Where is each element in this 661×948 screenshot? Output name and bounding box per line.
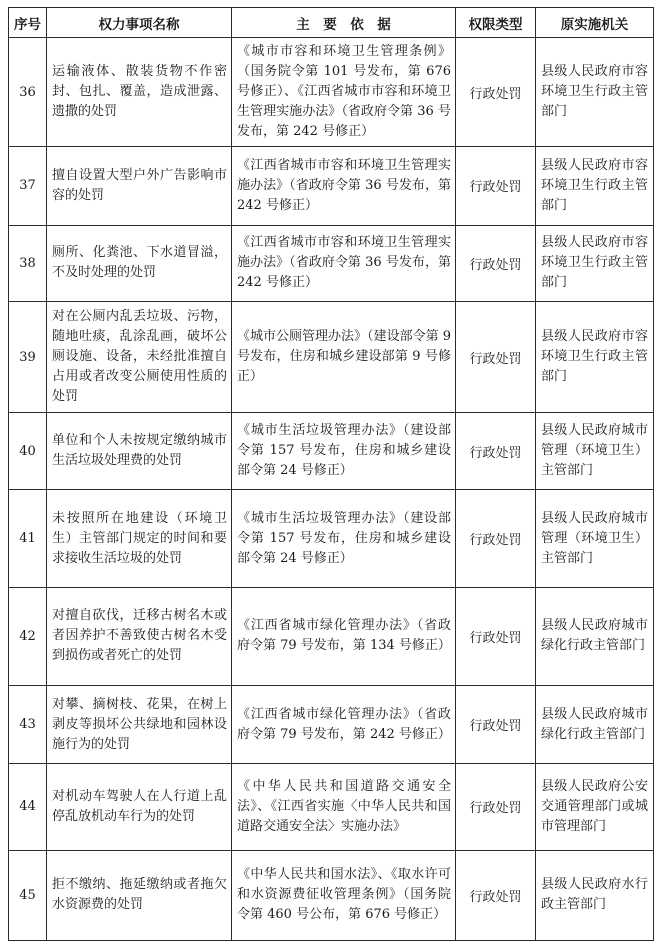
row-original-agency: 县级人民政府城市管理（环境卫生）主管部门 [536, 490, 654, 587]
row-item-name: 对在公厕内乱丢垃圾、污物，随地吐痰，乱涂乱画，破坏公厕设施、设备，未经批准擅自占用或者改变公厕使用性质的处罚 [47, 301, 232, 412]
table-row [9, 686, 654, 764]
row-legal-basis: 《江西省城市绿化管理办法》（省政府令第 79 号发布，第 134 号修正） [232, 587, 456, 685]
row-legal-basis: 《城市公厕管理办法》（建设部令第 9 号发布，住房和城乡建设部第 9 号修正） [232, 301, 456, 412]
row-item-name: 对机动车驾驶人在人行道上乱停乱放机动车行为的处罚 [47, 764, 232, 850]
table-row [9, 301, 654, 412]
header-authority-type: 权限类型 [456, 8, 536, 38]
row-original-agency: 县级人民政府市容环境卫生行政主管部门 [536, 147, 654, 225]
row-original-agency: 县级人民政府市容环境卫生行政主管部门 [536, 225, 654, 301]
power-items-table [8, 7, 654, 941]
row-serial-number: 45 [9, 850, 47, 940]
table-row [9, 850, 654, 940]
row-original-agency: 县级人民政府公安交通管理部门或城市管理部门 [536, 764, 654, 850]
row-authority-type: 行政处罚 [456, 686, 536, 764]
row-authority-type: 行政处罚 [456, 38, 536, 147]
row-authority-type: 行政处罚 [456, 587, 536, 685]
row-authority-type: 行政处罚 [456, 225, 536, 301]
row-authority-type: 行政处罚 [456, 490, 536, 587]
row-item-name: 对擅自砍伐，迁移古树名木或者因养护不善致使古树名木受到损伤或者死亡的处罚 [47, 587, 232, 685]
row-item-name: 单位和个人未按规定缴纳城市生活垃圾处理费的处罚 [47, 413, 232, 490]
row-original-agency: 县级人民政府市容环境卫生行政主管部门 [536, 301, 654, 412]
row-authority-type: 行政处罚 [456, 850, 536, 940]
row-serial-number: 38 [9, 225, 47, 301]
table-row [9, 147, 654, 225]
row-serial-number: 36 [9, 38, 47, 147]
row-serial-number: 37 [9, 147, 47, 225]
table-row [9, 225, 654, 301]
header-legal-basis: 主 要 依 据 [232, 8, 456, 38]
row-original-agency: 县级人民政府城市管理（环境卫生）主管部门 [536, 413, 654, 490]
row-authority-type: 行政处罚 [456, 764, 536, 850]
row-legal-basis: 《城市生活垃圾管理办法》（建设部令第 157 号发布，住房和城乡建设部令第 24 号修正） [232, 413, 456, 490]
header-original-agency: 原实施机关 [536, 8, 654, 38]
row-serial-number: 39 [9, 301, 47, 412]
row-serial-number: 44 [9, 764, 47, 850]
row-item-name: 厕所、化粪池、下水道冒溢，不及时处理的处罚 [47, 225, 232, 301]
row-serial-number: 42 [9, 587, 47, 685]
row-serial-number: 41 [9, 490, 47, 587]
row-item-name: 拒不缴纳、拖延缴纳或者拖欠水资源费的处罚 [47, 850, 232, 940]
table-row [9, 587, 654, 685]
row-authority-type: 行政处罚 [456, 301, 536, 412]
row-item-name: 对攀、摘树枝、花果，在树上剥皮等损坏公共绿地和园林设施行为的处罚 [47, 686, 232, 764]
table-row [9, 38, 654, 147]
row-authority-type: 行政处罚 [456, 147, 536, 225]
table-row [9, 413, 654, 490]
row-serial-number: 43 [9, 686, 47, 764]
header-row [9, 8, 654, 38]
row-original-agency: 县级人民政府市容环境卫生行政主管部门 [536, 38, 654, 147]
row-legal-basis: 《中华人民共和国水法》、《取水许可和水资源费征收管理条例》（国务院令第 460 号公布，第 676 号修正） [232, 850, 456, 940]
row-item-name: 未按照所在地建设（环境卫生）主管部门规定的时间和要求接收生活垃圾的处罚 [47, 490, 232, 587]
row-legal-basis: 《江西省城市绿化管理办法》（省政府令第 79 号发布，第 242 号修正） [232, 686, 456, 764]
row-legal-basis: 《中华人民共和国道路交通安全法》、《江西省实施〈中华人民共和国道路交通安全法〉实施办法》 [232, 764, 456, 850]
header-item-name: 权力事项名称 [47, 8, 232, 38]
row-legal-basis: 《城市生活垃圾管理办法》（建设部令第 157 号发布，住房和城乡建设部令第 24 号修正） [232, 490, 456, 587]
row-original-agency: 县级人民政府城市绿化行政主管部门 [536, 587, 654, 685]
table-row [9, 764, 654, 850]
row-item-name: 运输液体、散装货物不作密封、包扎、覆盖，造成泄露、遗撒的处罚 [47, 38, 232, 147]
row-item-name: 擅自设置大型户外广告影响市容的处罚 [47, 147, 232, 225]
row-serial-number: 40 [9, 413, 47, 490]
row-original-agency: 县级人民政府水行政主管部门 [536, 850, 654, 940]
row-legal-basis: 《江西省城市市容和环境卫生管理实施办法》（省政府令第 36 号发布，第 242 号修正） [232, 225, 456, 301]
row-original-agency: 县级人民政府城市绿化行政主管部门 [536, 686, 654, 764]
table-row [9, 490, 654, 587]
header-serial-number: 序号 [9, 8, 47, 38]
row-legal-basis: 《城市市容和环境卫生管理条例》（国务院令第 101 号发布，第 676 号修正）、《江西省城市市容和环境卫生管理实施办法》（省政府令第 36 号发布，第 242 号修正） [232, 38, 456, 147]
row-authority-type: 行政处罚 [456, 413, 536, 490]
row-legal-basis: 《江西省城市市容和环境卫生管理实施办法》（省政府令第 36 号发布，第 242 号修正） [232, 147, 456, 225]
